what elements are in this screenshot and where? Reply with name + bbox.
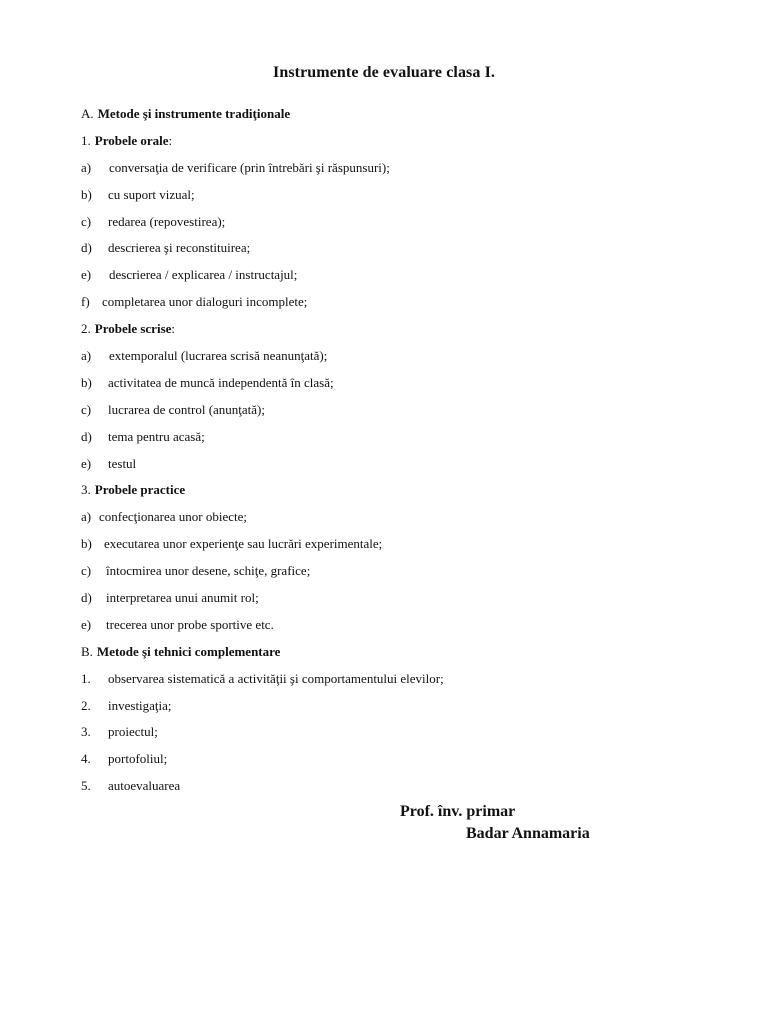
item-marker: c) [81, 213, 92, 229]
item-text: extemporalul (lucrarea scrisă neanunţată); [109, 348, 328, 364]
group-label: Probele orale [94, 132, 169, 148]
group-marker: 2. [81, 321, 91, 337]
group-suffix: : [171, 321, 176, 337]
list-item [81, 561, 721, 588]
item-text: întocmirea unor desene, schiţe, grafice; [106, 563, 311, 579]
section-label: Metode şi instrumente tradiţionale [97, 106, 291, 121]
section-a-heading [81, 104, 721, 131]
list-item [81, 722, 721, 749]
document-body [81, 104, 721, 803]
item-marker: 4. [81, 751, 91, 767]
list-item [81, 346, 721, 373]
item-marker: e) [81, 267, 92, 283]
item-text: interpretarea unui anumit rol; [106, 590, 259, 606]
item-text: observarea sistematică a activităţii şi comportamentului elevilor; [108, 670, 444, 686]
item-marker: 5. [81, 778, 91, 794]
item-text: testul [108, 455, 137, 471]
item-marker: 2. [81, 697, 91, 713]
list-item [81, 749, 721, 776]
item-marker: a) [81, 348, 92, 364]
item-text: lucrarea de control (anunţată); [108, 401, 265, 417]
list-item [81, 265, 721, 292]
list-item [81, 373, 721, 400]
signature-name: Badar Annamaria [466, 825, 590, 842]
group-label: Probele scrise [94, 321, 172, 337]
item-text: autoevaluarea [108, 778, 181, 794]
item-marker: a) [81, 509, 92, 525]
item-text: investigaţia; [108, 697, 172, 713]
group-label: Probele practice [94, 482, 186, 498]
item-text: descrierea şi reconstituirea; [108, 240, 251, 256]
list-item [81, 212, 721, 239]
item-marker: a) [81, 159, 92, 175]
item-text: portofoliul; [108, 751, 168, 767]
item-text: conversaţia de verificare (prin întrebări şi răspunsuri); [109, 159, 390, 175]
item-marker: b) [81, 374, 92, 390]
section-label: Metode şi tehnici complementare [96, 643, 281, 659]
item-marker: e) [81, 616, 92, 632]
list-item [81, 507, 721, 534]
list-item [81, 534, 721, 561]
list-item [81, 292, 721, 319]
item-marker: e) [81, 455, 92, 471]
item-marker: b) [81, 186, 92, 202]
list-item [81, 185, 721, 212]
item-marker: d) [81, 428, 92, 444]
item-marker: c) [81, 401, 92, 417]
item-text: confecţionarea unor obiecte; [99, 509, 247, 525]
list-item [81, 615, 721, 642]
group-suffix: : [168, 132, 173, 148]
item-text: descrierea / explicarea / instructajul; [109, 267, 298, 283]
section-marker: B. [81, 643, 93, 659]
group-1-heading [81, 131, 721, 158]
list-item [81, 400, 721, 427]
section-marker: A. [81, 106, 94, 121]
item-marker: 1. [81, 670, 91, 686]
list-item [81, 158, 721, 185]
item-text: proiectul; [108, 724, 158, 740]
group-marker: 3. [81, 482, 91, 498]
item-text: executarea unor experienţe sau lucrări experimentale; [104, 536, 383, 552]
item-marker: d) [81, 240, 92, 256]
signature-role: Prof. înv. primar [400, 803, 516, 820]
item-marker: d) [81, 590, 92, 606]
list-item [81, 669, 721, 696]
item-marker: b) [81, 536, 92, 552]
list-item [81, 238, 721, 265]
signature-block [400, 801, 590, 845]
item-text: trecerea unor probe sportive etc. [106, 616, 274, 632]
item-text: tema pentru acasă; [108, 428, 205, 444]
group-2-heading [81, 319, 721, 346]
list-item [81, 588, 721, 615]
item-marker: c) [81, 563, 92, 579]
group-marker: 1. [81, 132, 91, 148]
item-text: completarea unor dialoguri incomplete; [102, 294, 308, 310]
list-item [81, 776, 721, 803]
group-3-heading [81, 480, 721, 507]
item-text: activitatea de muncă independentă în clasă; [108, 374, 334, 390]
list-item [81, 696, 721, 723]
item-text: cu suport vizual; [108, 186, 195, 202]
item-marker: 3. [81, 724, 91, 740]
item-marker: f) [81, 294, 90, 310]
list-item [81, 454, 721, 481]
item-text: redarea (repovestirea); [108, 213, 226, 229]
list-item [81, 427, 721, 454]
section-b-heading [81, 642, 721, 669]
document-title: Instrumente de evaluare clasa I. [273, 64, 495, 81]
